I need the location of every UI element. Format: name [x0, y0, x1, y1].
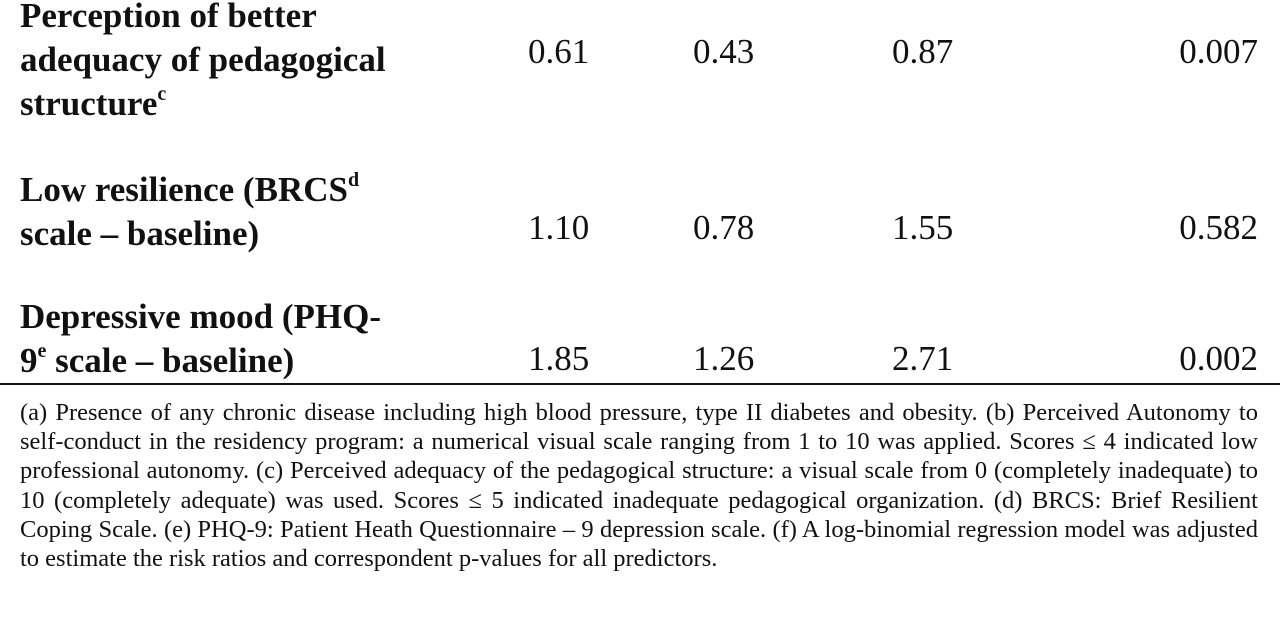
footnote-marker: c: [157, 83, 167, 105]
table-footnote: (a) Presence of any chronic disease including high blood pressure, type II diabetes and obesity. (b) Perceived Autonomy to self-conduct in the residency program: a numerical visual scale ranging from 1 to 10 was applied. Scores ≤ 4 indicated low professional autonomy. (c) Perceived adequacy of the pedagogical structure: a visual scale from 0 (completely inadequate) to 10 (completely adequate) was used. Scores ≤ 5 indicated inadequate pedagogical organization. (d) BRCS: Brief Resilient Coping Scale. (e) PHQ-9: Patient Heath Questionnaire – 9 depression scale. (f) A log-binomial regression model was adjusted to estimate the risk ratios and correspondent p-values for all predictors.: [20, 399, 1258, 573]
row-label: [20, 168, 359, 256]
row-label-line: adequacy of pedagogical: [20, 40, 386, 79]
footnote-marker: e: [37, 340, 47, 362]
ci-lower-cell: 1.26: [693, 339, 755, 378]
row-label-line: 9: [20, 341, 38, 380]
p-value-cell: 0.007: [1179, 32, 1258, 71]
row-label: [20, 0, 386, 126]
ci-upper-cell: 1.55: [892, 208, 954, 247]
p-value-cell: 0.582: [1179, 208, 1258, 247]
row-label: [20, 295, 381, 383]
table-bottom-rule: [0, 383, 1280, 385]
footnote-marker: d: [347, 169, 360, 191]
estimate-cell: 1.85: [528, 339, 590, 378]
row-label-line: scale – baseline): [46, 341, 295, 380]
row-label-line: scale – baseline): [20, 214, 260, 253]
estimate-cell: 1.10: [528, 208, 590, 247]
row-label-line: structure: [20, 84, 158, 123]
ci-upper-cell: 0.87: [892, 32, 954, 71]
row-label-line: Depressive mood (PHQ-: [20, 297, 381, 336]
ci-lower-cell: 0.43: [693, 32, 755, 71]
row-label-line: Low resilience (BRCS: [20, 170, 348, 209]
ci-upper-cell: 2.71: [892, 339, 954, 378]
estimate-cell: 0.61: [528, 32, 590, 71]
row-label-line: Perception of better: [20, 0, 317, 35]
p-value-cell: 0.002: [1179, 339, 1258, 378]
ci-lower-cell: 0.78: [693, 208, 755, 247]
